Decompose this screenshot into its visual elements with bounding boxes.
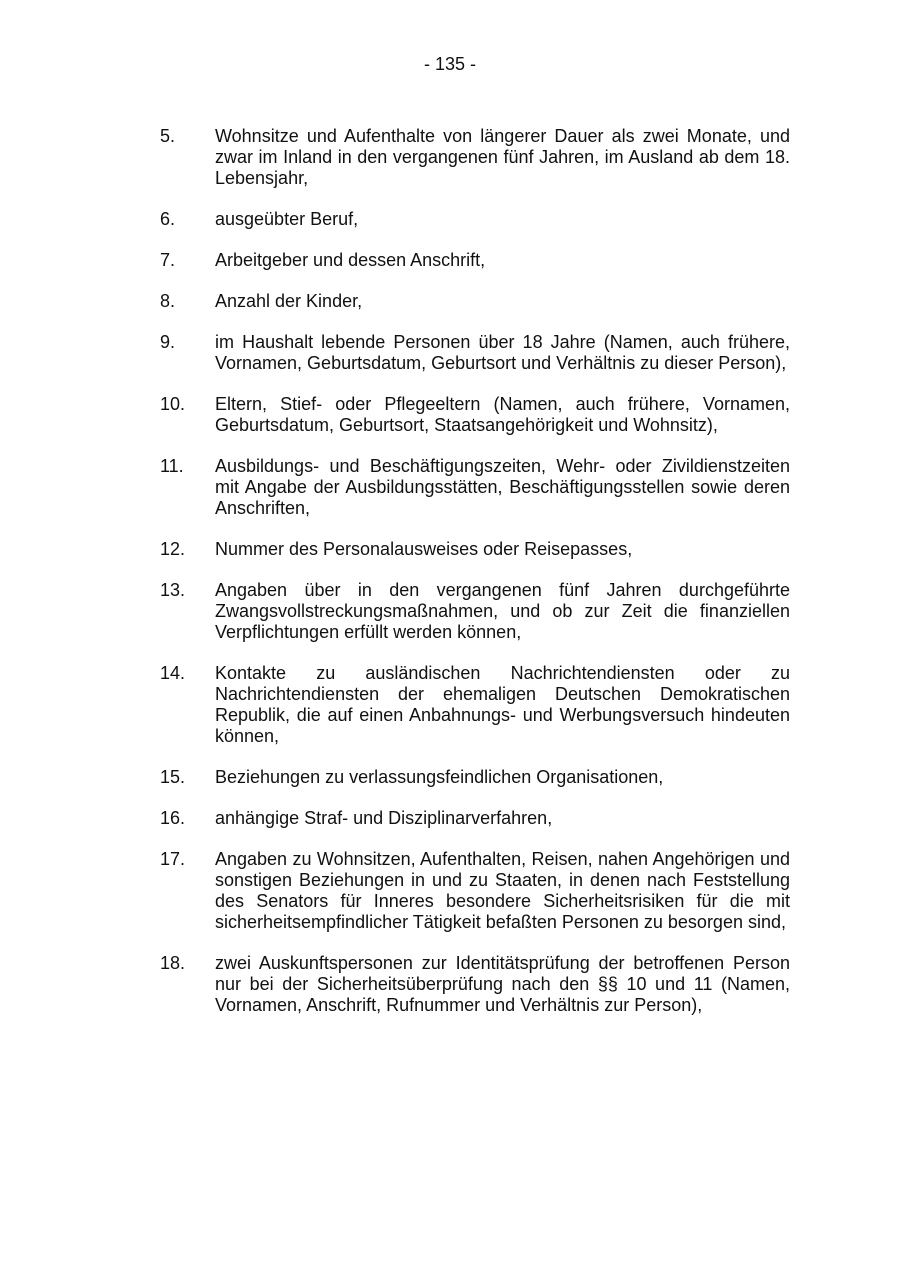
item-text: Angaben zu Wohnsitzen, Aufenthalten, Reisen, nahen Angehörigen und sonstigen Beziehungen in und zu Staaten, in denen nach Feststellung des Senators für Inneres besondere Sicherheitsrisiken für die mit sicherheitsempfindlicher Tätigkeit befaßten Personen zu besorgen sind, <box>215 849 790 932</box>
item-text: Beziehungen zu verlassungsfeindlichen Organisationen, <box>215 767 664 787</box>
list-item <box>160 126 790 189</box>
page-number: - 135 - <box>423 54 477 74</box>
list-item <box>160 663 790 747</box>
item-number: 18. <box>160 953 186 973</box>
numbered-list <box>160 126 790 1036</box>
item-number: 12. <box>160 539 186 559</box>
item-text: Anzahl der Kinder, <box>215 291 363 311</box>
item-number: 10. <box>160 394 186 414</box>
item-number: 8. <box>160 291 176 311</box>
item-text: Wohnsitze und Aufenthalte von längerer Dauer als zwei Monate, und zwar im Inland in den vergangenen fünf Jahren, im Ausland ab dem 18. Lebensjahr, <box>215 126 790 188</box>
item-number: 9. <box>160 332 176 352</box>
item-text: Angaben über in den vergangenen fünf Jahren durchgeführte Zwangsvollstreckungsmaßnahmen, und ob zur Zeit die finanziellen Verpflichtungen erfüllt werden können, <box>215 580 790 642</box>
item-number: 5. <box>160 126 176 146</box>
list-item <box>160 808 790 829</box>
list-item <box>160 767 790 788</box>
item-text: Nummer des Personalausweises oder Reisepasses, <box>215 539 633 559</box>
item-number: 11. <box>160 456 184 476</box>
item-text: Ausbildungs- und Beschäftigungszeiten, Wehr- oder Zivildienstzeiten mit Angabe der Ausbildungsstätten, Beschäftigungsstellen sowie deren Anschriften, <box>215 456 790 518</box>
item-number: 7. <box>160 250 176 270</box>
item-text: Eltern, Stief- oder Pflegeeltern (Namen, auch frühere, Vornamen, Geburtsdatum, Geburtsort, Staatsangehörigkeit und Wohnsitz), <box>215 394 790 435</box>
item-text: anhängige Straf- und Disziplinarverfahren, <box>215 808 553 828</box>
list-item <box>160 332 790 374</box>
item-number: 16. <box>160 808 186 828</box>
item-number: 17. <box>160 849 186 869</box>
item-number: 13. <box>160 580 186 600</box>
list-item <box>160 250 790 271</box>
item-text: Kontakte zu ausländischen Nachrichtendiensten oder zu Nachrichtendiensten der ehemaligen Deutschen Demokratischen Republik, die auf einen Anbahnungs- und Werbungsversuch hindeuten können, <box>215 663 790 746</box>
list-item <box>160 456 790 519</box>
item-number: 15. <box>160 767 186 787</box>
item-number: 6. <box>160 209 176 229</box>
item-text: Arbeitgeber und dessen Anschrift, <box>215 250 486 270</box>
list-item <box>160 539 790 560</box>
list-item <box>160 580 790 643</box>
list-item <box>160 394 790 436</box>
list-item <box>160 291 790 312</box>
list-item <box>160 849 790 933</box>
item-text: im Haushalt lebende Personen über 18 Jahre (Namen, auch frühere, Vornamen, Geburtsdatum, Geburtsort und Verhältnis zu dieser Person), <box>215 332 790 373</box>
item-number: 14. <box>160 663 186 683</box>
item-text: zwei Auskunftspersonen zur Identitätsprüfung der betroffenen Person nur bei der Sicherheitsüberprüfung nach den §§ 10 und 11 (Namen, Vornamen, Anschrift, Rufnummer und Verhältnis zur Person), <box>215 953 790 1015</box>
item-text: ausgeübter Beruf, <box>215 209 359 229</box>
list-item <box>160 953 790 1016</box>
list-item <box>160 209 790 230</box>
